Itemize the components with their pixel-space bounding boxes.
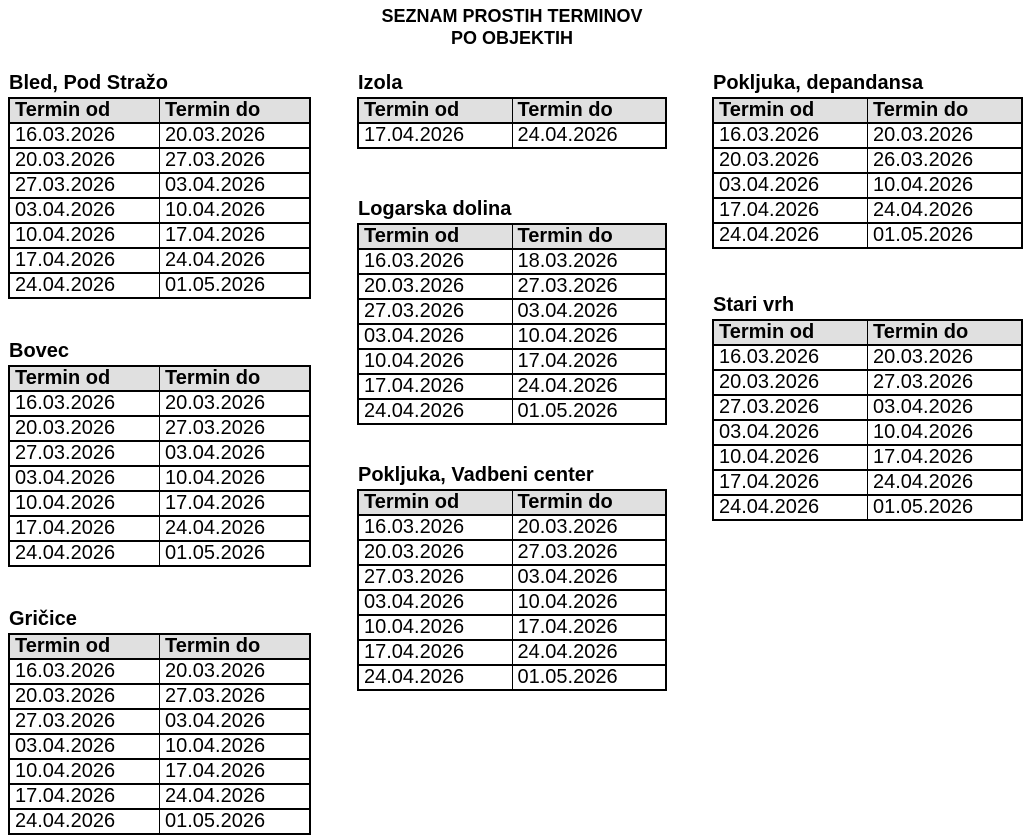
date-cell: 10.04.2026 xyxy=(868,173,1023,198)
page-title-line1: SEZNAM PROSTIH TERMINOV xyxy=(381,6,643,26)
page-title-line2: PO OBJEKTIH xyxy=(450,28,574,48)
date-cell: 24.04.2026 xyxy=(868,198,1023,223)
date-cell: 20.03.2026 xyxy=(512,515,666,540)
table-row xyxy=(9,541,310,566)
table-row xyxy=(9,148,310,173)
table-section-stari-vrh xyxy=(712,295,1023,521)
table-row xyxy=(713,223,1022,248)
date-cell: 10.04.2026 xyxy=(713,445,868,470)
table-row xyxy=(358,249,666,274)
table-row xyxy=(9,784,310,809)
date-cell: 10.04.2026 xyxy=(512,324,666,349)
table-row xyxy=(713,445,1022,470)
col-header-termin-od: Termin od xyxy=(358,224,512,249)
date-cell: 17.04.2026 xyxy=(160,491,311,516)
date-cell: 20.03.2026 xyxy=(358,274,512,299)
table-row xyxy=(358,374,666,399)
dates-table xyxy=(8,97,311,299)
date-cell: 10.04.2026 xyxy=(160,198,311,223)
date-cell: 20.03.2026 xyxy=(9,148,160,173)
date-cell: 03.04.2026 xyxy=(160,441,311,466)
date-cell: 27.03.2026 xyxy=(160,148,311,173)
date-cell: 27.03.2026 xyxy=(713,395,868,420)
table-section-gricice xyxy=(8,609,311,835)
date-cell: 24.04.2026 xyxy=(512,123,666,148)
date-cell: 27.03.2026 xyxy=(9,709,160,734)
date-cell: 24.04.2026 xyxy=(9,541,160,566)
table-row xyxy=(9,391,310,416)
date-cell: 01.05.2026 xyxy=(512,399,666,424)
table-row xyxy=(9,198,310,223)
table-row xyxy=(713,470,1022,495)
date-cell: 27.03.2026 xyxy=(512,274,666,299)
dates-table xyxy=(357,97,667,149)
table-row xyxy=(713,173,1022,198)
date-cell: 20.03.2026 xyxy=(713,148,868,173)
table-row xyxy=(9,123,310,148)
date-cell: 20.03.2026 xyxy=(160,123,311,148)
table-section-bled-pod-strazo xyxy=(8,73,311,299)
date-cell: 17.04.2026 xyxy=(358,374,512,399)
date-cell: 27.03.2026 xyxy=(358,299,512,324)
dates-table xyxy=(357,223,667,425)
date-cell: 16.03.2026 xyxy=(358,515,512,540)
table-section-bovec xyxy=(8,341,311,567)
date-cell: 16.03.2026 xyxy=(358,249,512,274)
date-cell: 24.04.2026 xyxy=(160,248,311,273)
table-row xyxy=(358,565,666,590)
table-row xyxy=(9,273,310,298)
date-cell: 24.04.2026 xyxy=(358,399,512,424)
table-row xyxy=(358,540,666,565)
date-cell: 24.04.2026 xyxy=(713,495,868,520)
date-cell: 03.04.2026 xyxy=(512,299,666,324)
table-row xyxy=(358,274,666,299)
date-cell: 01.05.2026 xyxy=(160,273,311,298)
date-cell: 01.05.2026 xyxy=(512,665,666,690)
col-header-termin-do: Termin do xyxy=(160,366,311,391)
table-row xyxy=(358,640,666,665)
table-header-row xyxy=(358,98,666,123)
dates-table xyxy=(357,489,667,691)
table-row xyxy=(358,299,666,324)
dates-table xyxy=(8,365,311,567)
table-row xyxy=(358,590,666,615)
table-row xyxy=(9,491,310,516)
date-cell: 24.04.2026 xyxy=(512,374,666,399)
table-row xyxy=(358,349,666,374)
table-header-row xyxy=(9,98,310,123)
date-cell: 20.03.2026 xyxy=(868,345,1023,370)
table-row xyxy=(9,516,310,541)
date-cell: 17.04.2026 xyxy=(9,248,160,273)
date-cell: 03.04.2026 xyxy=(9,466,160,491)
date-cell: 17.04.2026 xyxy=(160,223,311,248)
table-row xyxy=(358,123,666,148)
date-cell: 24.04.2026 xyxy=(9,273,160,298)
date-cell: 10.04.2026 xyxy=(358,349,512,374)
date-cell: 03.04.2026 xyxy=(713,173,868,198)
col-header-termin-do: Termin do xyxy=(868,98,1023,123)
date-cell: 03.04.2026 xyxy=(713,420,868,445)
date-cell: 10.04.2026 xyxy=(868,420,1023,445)
table-row xyxy=(9,759,310,784)
col-header-termin-od: Termin od xyxy=(713,320,868,345)
date-cell: 03.04.2026 xyxy=(9,734,160,759)
date-cell: 03.04.2026 xyxy=(160,709,311,734)
table-row xyxy=(9,173,310,198)
date-cell: 17.04.2026 xyxy=(9,784,160,809)
col-header-termin-od: Termin od xyxy=(358,98,512,123)
col-header-termin-do: Termin do xyxy=(512,98,666,123)
date-cell: 24.04.2026 xyxy=(160,516,311,541)
table-section-izola xyxy=(357,73,667,149)
date-cell: 27.03.2026 xyxy=(512,540,666,565)
date-cell: 20.03.2026 xyxy=(358,540,512,565)
date-cell: 24.04.2026 xyxy=(512,640,666,665)
date-cell: 10.04.2026 xyxy=(9,223,160,248)
date-cell: 01.05.2026 xyxy=(160,541,311,566)
date-cell: 03.04.2026 xyxy=(868,395,1023,420)
table-title: Gričice xyxy=(9,608,77,630)
date-cell: 24.04.2026 xyxy=(358,665,512,690)
date-cell: 26.03.2026 xyxy=(868,148,1023,173)
col-header-termin-do: Termin do xyxy=(160,98,311,123)
date-cell: 17.04.2026 xyxy=(512,615,666,640)
date-cell: 03.04.2026 xyxy=(160,173,311,198)
table-header-row xyxy=(358,490,666,515)
table-header-row xyxy=(713,98,1022,123)
dates-table xyxy=(8,633,311,835)
date-cell: 20.03.2026 xyxy=(713,370,868,395)
dates-table xyxy=(712,319,1023,521)
date-cell: 16.03.2026 xyxy=(713,345,868,370)
col-header-termin-od: Termin od xyxy=(9,366,160,391)
col-header-termin-od: Termin od xyxy=(9,98,160,123)
date-cell: 16.03.2026 xyxy=(9,659,160,684)
col-header-termin-do: Termin do xyxy=(160,634,311,659)
date-cell: 27.03.2026 xyxy=(9,441,160,466)
col-header-termin-od: Termin od xyxy=(9,634,160,659)
table-row xyxy=(713,395,1022,420)
date-cell: 27.03.2026 xyxy=(9,173,160,198)
table-row xyxy=(9,466,310,491)
table-row xyxy=(713,370,1022,395)
dates-table xyxy=(712,97,1023,249)
table-row xyxy=(358,399,666,424)
table-row xyxy=(713,420,1022,445)
table-row xyxy=(9,684,310,709)
date-cell: 27.03.2026 xyxy=(160,416,311,441)
table-title: Izola xyxy=(358,72,403,94)
table-section-pokljuka-depandansa xyxy=(712,73,1023,249)
date-cell: 03.04.2026 xyxy=(512,565,666,590)
date-cell: 03.04.2026 xyxy=(9,198,160,223)
table-row xyxy=(358,324,666,349)
date-cell: 03.04.2026 xyxy=(358,324,512,349)
date-cell: 24.04.2026 xyxy=(713,223,868,248)
table-row xyxy=(9,809,310,834)
date-cell: 17.04.2026 xyxy=(512,349,666,374)
date-cell: 27.03.2026 xyxy=(358,565,512,590)
date-cell: 17.04.2026 xyxy=(868,445,1023,470)
date-cell: 20.03.2026 xyxy=(160,659,311,684)
date-cell: 27.03.2026 xyxy=(868,370,1023,395)
date-cell: 20.03.2026 xyxy=(868,123,1023,148)
table-row xyxy=(713,148,1022,173)
table-row xyxy=(9,659,310,684)
date-cell: 17.04.2026 xyxy=(713,198,868,223)
date-cell: 01.05.2026 xyxy=(868,495,1023,520)
date-cell: 10.04.2026 xyxy=(160,734,311,759)
date-cell: 17.04.2026 xyxy=(9,516,160,541)
table-row xyxy=(713,345,1022,370)
date-cell: 24.04.2026 xyxy=(868,470,1023,495)
date-cell: 10.04.2026 xyxy=(9,759,160,784)
date-cell: 01.05.2026 xyxy=(160,809,311,834)
table-row xyxy=(358,515,666,540)
date-cell: 24.04.2026 xyxy=(160,784,311,809)
date-cell: 17.04.2026 xyxy=(160,759,311,784)
table-title: Pokljuka, Vadbeni center xyxy=(358,464,594,486)
table-header-row xyxy=(713,320,1022,345)
date-cell: 20.03.2026 xyxy=(9,684,160,709)
date-cell: 10.04.2026 xyxy=(9,491,160,516)
table-title: Logarska dolina xyxy=(358,198,512,220)
date-cell: 16.03.2026 xyxy=(9,123,160,148)
date-cell: 03.04.2026 xyxy=(358,590,512,615)
col-header-termin-do: Termin do xyxy=(512,224,666,249)
table-row xyxy=(9,416,310,441)
date-cell: 17.04.2026 xyxy=(358,640,512,665)
table-section-pokljuka-vadbeni-center xyxy=(357,465,667,691)
table-row xyxy=(713,495,1022,520)
table-row xyxy=(358,665,666,690)
table-row xyxy=(9,709,310,734)
date-cell: 24.04.2026 xyxy=(9,809,160,834)
date-cell: 27.03.2026 xyxy=(160,684,311,709)
date-cell: 16.03.2026 xyxy=(713,123,868,148)
date-cell: 17.04.2026 xyxy=(713,470,868,495)
date-cell: 16.03.2026 xyxy=(9,391,160,416)
date-cell: 17.04.2026 xyxy=(358,123,512,148)
table-row xyxy=(9,223,310,248)
table-header-row xyxy=(9,634,310,659)
table-row xyxy=(9,734,310,759)
table-row xyxy=(9,248,310,273)
table-section-logarska-dolina xyxy=(357,199,667,425)
col-header-termin-do: Termin do xyxy=(868,320,1023,345)
col-header-termin-od: Termin od xyxy=(713,98,868,123)
date-cell: 10.04.2026 xyxy=(160,466,311,491)
col-header-termin-od: Termin od xyxy=(358,490,512,515)
date-cell: 01.05.2026 xyxy=(868,223,1023,248)
col-header-termin-do: Termin do xyxy=(512,490,666,515)
date-cell: 10.04.2026 xyxy=(358,615,512,640)
page-title xyxy=(0,5,1024,49)
table-row xyxy=(358,615,666,640)
table-title: Bovec xyxy=(9,340,70,362)
date-cell: 20.03.2026 xyxy=(160,391,311,416)
table-title: Pokljuka, depandansa xyxy=(713,72,924,94)
table-title: Bled, Pod Stražo xyxy=(9,72,168,94)
date-cell: 18.03.2026 xyxy=(512,249,666,274)
date-cell: 10.04.2026 xyxy=(512,590,666,615)
table-row xyxy=(9,441,310,466)
table-title: Stari vrh xyxy=(713,294,795,316)
date-cell: 20.03.2026 xyxy=(9,416,160,441)
table-header-row xyxy=(9,366,310,391)
table-row xyxy=(713,123,1022,148)
table-row xyxy=(713,198,1022,223)
table-header-row xyxy=(358,224,666,249)
